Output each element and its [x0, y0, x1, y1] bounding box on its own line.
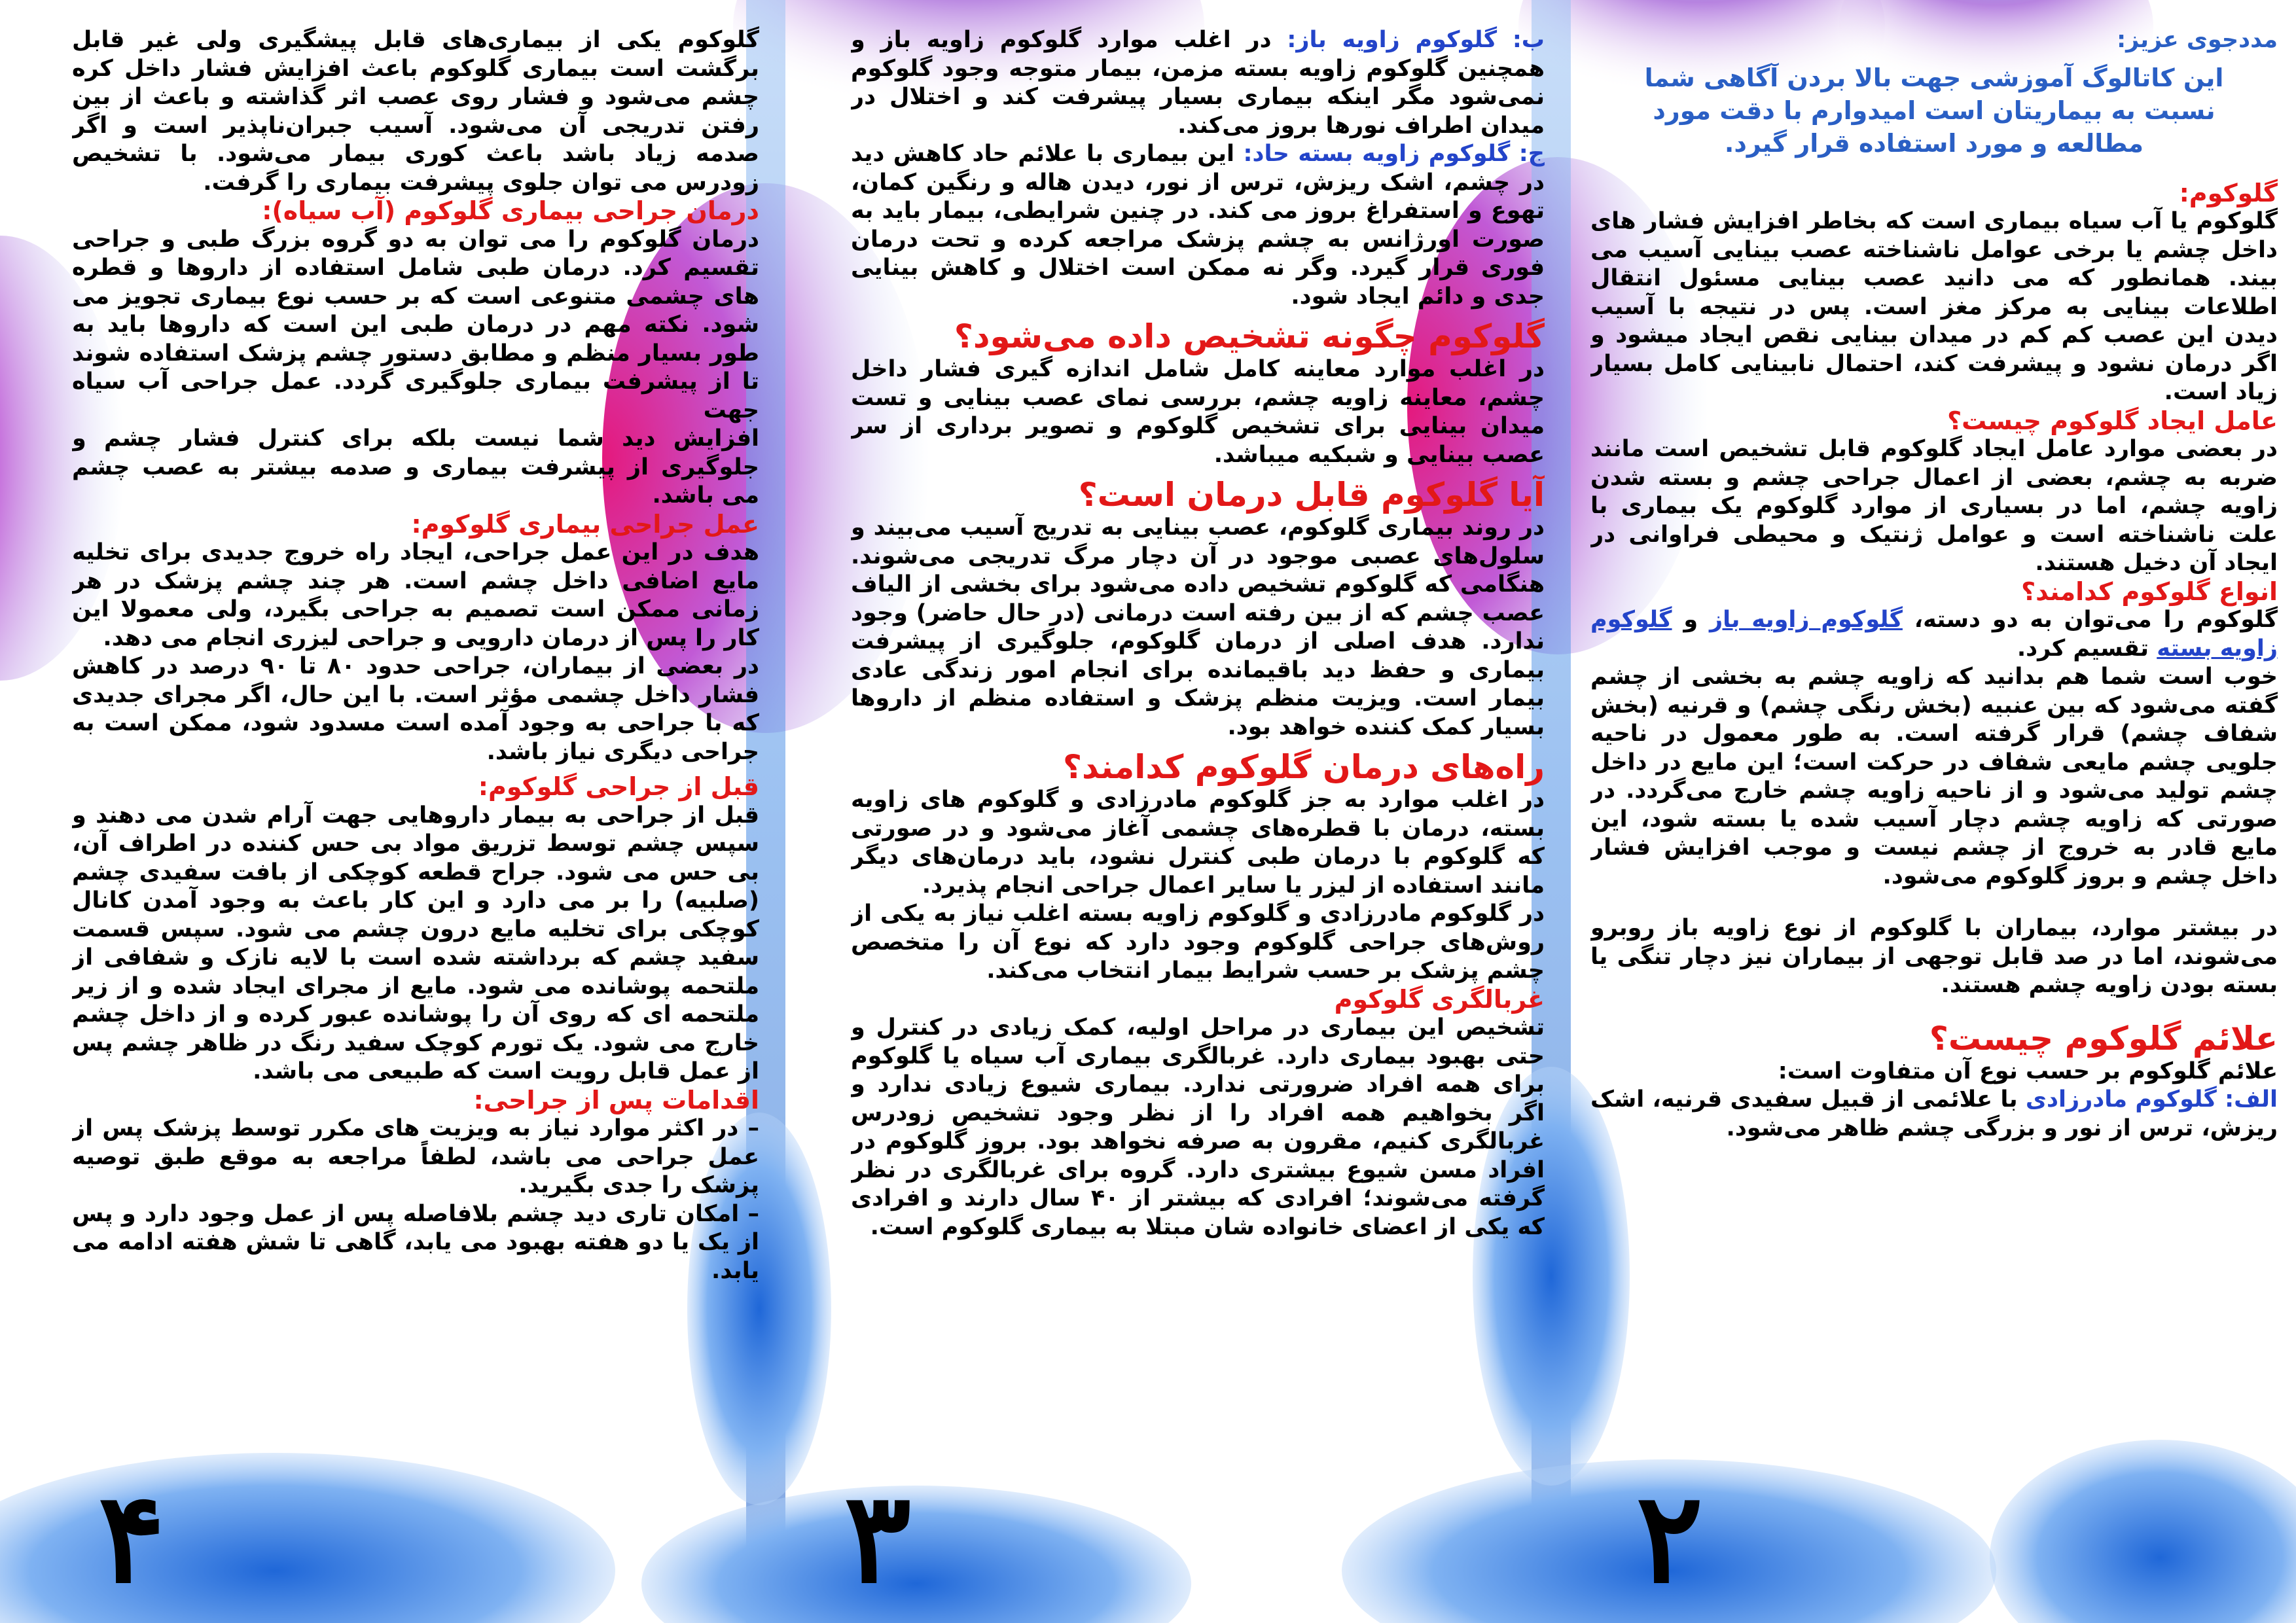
- page4-intro: گلوکوم یکی از بیماری‌های قابل پیشگیری ولی غیر قابل برگشت است بیماری گلوکوم باعث افزایش فشار داخل کره چشم می‌شود و فشار روی عصب اثر گذاشته و باعث از بین رفتن تدریجی آن می‌شود. آسیب جبران‌ناپذیر است و اگر صدمه زیاد باشد باعث کوری بیمار می‌شود. با تشخیص زودرس می توان جلوی پیشرفت بیماری را گرفت.: [72, 27, 759, 196]
- page-number-3: ۳: [844, 1465, 912, 1611]
- open-angle-link[interactable]: گلوکوم زاویه باز: [1710, 607, 1903, 633]
- types-text: [1590, 606, 2278, 663]
- diagnosis-text: در اغلب موارد معاینه کامل شامل اندازه گیری فشار داخل چشم، معاینه زاویه چشم، بررسی نمای عصب بینایی و تست میدان بینایی برای تشخیص گلوکوم و تصویر برداری از سر عصب بینایی و شبکیه میباشد.: [851, 356, 1545, 468]
- most-cases-text: در بیشتر موارد، بیماران با گلوکوم از نوع زاویه باز روبرو می‌شوند، اما در صد قابل توجهی از بیماران نیز دچار تنگی یا بسته بودن زاویه چشم هستند.: [1590, 915, 2278, 998]
- congenital-text: با علائمی از قبیل سفیدی قرنیه، اشک ریزش، ترس از نور و بزرگی چشم ظاهر می‌شود.: [1590, 1086, 2278, 1141]
- after-surgery-heading: اقدامات پس از جراحی:: [473, 1085, 759, 1115]
- types-heading: انواع گلوکوم کدامند؟: [2021, 577, 2278, 606]
- surgery-heading: درمان جراحی بیماری گلوکوم (آب سیاه):: [262, 196, 759, 225]
- curable-heading: آیا گلوکوم قابل درمان است؟: [1078, 476, 1545, 514]
- treatment-text: در اغلب موارد به جز گلوکوم مادرزادی و گلوکوم های زاویه بسته، درمان با قطره‌های چشمی آغاز می‌شود و در صورتی که گلوکوم با درمان طبی کنترل نشود، باید درمان‌های دیگر مانند استفاده از لیزر یا سایر اعمال جراحی انجام پذیرد.: [851, 787, 1545, 899]
- open-angle-label: ب: گلوکوم زاویه باز:: [1287, 27, 1545, 53]
- types-text-start: گلوکوم را می‌توان به دو دسته،: [1902, 607, 2278, 633]
- acute-label: ج: گلوکوم زاویه بسته حاد:: [1243, 141, 1545, 167]
- page-number-4: ۴: [98, 1465, 166, 1611]
- operation-text: هدف در این عمل جراحی، ایجاد راه خروج جدیدی برای تخلیه مایع اضافی داخل چشم است. هر چند چشم پزشک در هر زمانی ممکن است تصمیم به جراحی بگیرد، ولی معمولا این کار را پس از درمان دارویی و جراحی لیزری انجام می دهد.: [72, 539, 759, 651]
- screening-text: تشخیص این بیماری در مراحل اولیه، کمک زیادی در کنترل و حتی بهبود بیماری دارد. غربالگری بیماری آب سیاه یا گلوکوم برای همه افراد ضرورتی ندارد. بیماری شیوع زیادی ندارد و اگر بخواهیم همه افراد را از نظر وجود تشخیص زودرس غربالگری کنیم، مقرون به صرفه نخواهد بود. بروز گلوکوم در افراد مسن شیوع بیشتری دارد. گروه برای غربالگری در نظر گرفته می‌شوند؛ افرادی که بیشتر از ۴۰ سال دارند و افرادی که یکی از اعضای خانواده شان مبتلا به بیماری گلوکوم است.: [851, 1014, 1545, 1240]
- after-surgery-item-1: – در اکثر موارد نیاز به ویزیت های مکرر توسط پزشک پس از عمل جراحی می باشد، لطفاً مراجعه به موقع طبق توصیه پزشک را جدی بگیرید.: [72, 1115, 759, 1198]
- acute-text: این بیماری با علائم حاد کاهش دید در چشم، اشک ریزش، ترس از نور، دیدن هاله و رنگین کمان، تهوع و استفراغ بروز می کند. در چنین شرایطی، بیمار باید به صورت اورژانس به چشم پزشک مراجعه کرده و تحت درمان فوری قرار گیرد. وگر نه ممکن است اختلال و کاهش بینایی جدی و دائم ایجاد شود.: [851, 141, 1545, 310]
- screening-heading: غربالگری گلوکوم: [1334, 984, 1545, 1014]
- congenital-treatment-text: در گلوکوم مادرزادی و گلوکوم زاویه بسته اغلب نیاز به یکی از روش‌های جراحی گلوکوم وجود دارد که نوع آن را متخصص چشم پزشک بر حسب شرایط بیمار انتخاب می‌کند.: [851, 901, 1545, 984]
- page-3-panel: [851, 26, 1545, 1584]
- acute-closed-symptoms: [851, 140, 1545, 311]
- congenital-label: الف: گلوکوم مادرزادی: [2025, 1086, 2278, 1113]
- congenital-symptoms: [1590, 1086, 2278, 1143]
- before-surgery-heading: قبل از جراحی گلوکوم:: [478, 772, 759, 801]
- page-2-panel: [1590, 26, 2278, 1584]
- surgery-text-2: افزایش دید شما نیست بلکه برای کنترل فشار چشم و جلوگیری از پیشرفت بیماری و صدمه بیشتر به عصب چشم می باشد.: [72, 425, 759, 508]
- glaucoma-heading: گلوکوم:: [2179, 178, 2278, 207]
- diagnosis-heading: گلوکوم چگونه تشخیص داده می‌شود؟: [954, 317, 1545, 355]
- surgery-text: درمان گلوکوم را می توان به دو گروه بزرگ طبی و جراحی تقسیم کرد. درمان طبی شامل استفاده از داروها و قطره های چشمی متنوعی است که بر حسب نوع بیماری تجویز می شود. نکته مهم در درمان طبی این است که داروها باید به طور بسیار منظم و مطابق دستور چشم پزشک استفاده شوند تا از پیشرفت بیماری جلوگیری گردد. عمل جراحی آب سیاه جهت: [72, 226, 759, 423]
- operation-text-2: در بعضی از بیماران، جراحی حدود ۸۰ تا ۹۰ درصد در کاهش فشار داخل چشمی مؤثر است. با این حال، اگر مجرای جدیدی که با جراحی به وجود آمده است مسدود شود، ممکن است به جراحی دیگری نیاز باشد.: [72, 653, 759, 765]
- types-and: و: [1672, 607, 1710, 633]
- after-surgery-item-2: – امکان تاری دید چشم بلافاصله پس از عمل وجود دارد و پس از یک یا دو هفته بهبود می یابد، گاهی تا شش هفته ادامه می یابد.: [72, 1200, 759, 1284]
- cause-text: در بعضی موارد عامل ایجاد گلوکوم قابل تشخیص است مانند ضربه به چشم، بعضی از اعمال جراحی چشم و بسته شدن زاویه چشم، اما در بسیاری از موارد گلوکوم یک بیماری با علت ناشناخته است و عوامل ژنتیک و محیطی فراوانی در ایجاد آن دخیل هستند.: [1590, 436, 2278, 576]
- page-4-panel: [72, 26, 759, 1584]
- glaucoma-definition: گلوکوم یا آب سیاه بیماری است که بخاطر افزایش فشار های داخل چشم یا برخی عوامل ناشناخته عصب بینایی آسیب می بیند. همانطور که می دانید عصب بینایی مسئول انتقال اطلاعات بینایی به مرکز مغز است. پس در نتیجه با آسیب دیدن این عصب کم کم در میدان بینایی نقص ایجاد میشود و اگر درمان نشود و پیشرفت کند، احتمال نابینایی کامل بسیار زیاد است.: [1590, 208, 2278, 405]
- operation-heading: عمل جراحی بیماری گلوکوم:: [411, 509, 759, 539]
- symptoms-heading: علائم گلوکوم چیست؟: [1929, 1019, 2278, 1058]
- angle-explanation: خوب است شما هم بدانید که زاویه چشم به بخشی از چشم گفته می‌شود که بین عنبیه (بخش رنگی چشم) و قرنیه (بخش شفاف چشم) قرار گرفته است. به طور معمول در ناحیه جلویی چشم مایعی شفاف در حرکت است؛ این مایع در داخل چشم تولید می‌شود و از ناحیه زاویه چشم خارج می‌گردد. در صورتی که زاویه چشم دچار آسیب شده یا بسته شود، این مایع قادر به خروج از چشم نیست و موجب افزایش فشار داخل چشم و بروز گلوکوم می‌شود.: [1590, 664, 2278, 889]
- greeting: مددجوی عزیز:: [2117, 27, 2278, 53]
- open-angle-symptoms: [851, 26, 1545, 140]
- symptoms-intro: علائم گلوکوم بر حسب نوع آن متفاوت است:: [1778, 1058, 2278, 1084]
- open-angle-text: در اغلب موارد گلوکوم زاویه باز و همچنین گلوکوم زاویه بسته مزمن، بیمار متوجه وجود گلوکوم نمی‌شود مگر اینکه بیماری بسیار پیشرفت کند و اختلال در میدان اطراف نورها بروز می‌کند.: [851, 27, 1545, 139]
- intro-message: این کاتالوگ آموزشی جهت بالا بردن آگاهی شما نسبت به بیماریتان است امیدوارم با دقت مورد مطالعه و مورد استفاده قرار گیرد.: [1644, 63, 2224, 158]
- before-surgery-text: قبل از جراحی به بیمار داروهایی جهت آرام شدن می دهند و سپس چشم توسط تزریق مواد بی حس کننده در اطراف آن، بی حس می شود. جراح قطعه کوچکی از بافت سفیدی چشم (صلبیه) را بر می دارد و این کار باعث به وجود آمدن کانال کوچکی برای تخلیه مایع درون چشم می شود. سپس قسمت سفید چشم که برداشته شده است با لایه نازک و شفافی از ملتحمه پوشانده می شود. مایع از مجرای ایجاد شده و از زیر ملتحمه ای که روی آن را پوشانده عبور کرده و از داخل چشم خارج می شود. یک تورم کوچک سفید رنگ در ظاهر چشم پس از عمل قابل رویت است که طبیعی می باشد.: [72, 802, 759, 1084]
- cause-heading: عامل ایجاد گلوکوم چیست؟: [1947, 406, 2278, 435]
- treatment-heading: راه‌های درمان گلوکوم کدامند؟: [1062, 748, 1545, 786]
- page-number-2: ۲: [1636, 1465, 1704, 1611]
- types-text-end: تقسیم کرد.: [2017, 635, 2157, 662]
- closed-angle-link[interactable]: گلوکوم زاویه بسته: [1590, 607, 2278, 662]
- curable-text: در روند بیماری گلوکوم، عصب بینایی به تدریج آسیب می‌بیند و سلول‌های عصبی موجود در آن دچار مرگ تدریجی می‌شوند. هنگامی که گلوکوم تشخیص داده می‌شود برای بخشی از الیاف عصب چشم که از بین رفته است درمانی (در حال حاضر) وجود ندارد. هدف اصلی از درمان گلوکوم، جلوگیری از پیشرفت بیماری و حفظ دید باقیمانده برای انجام امور زندگی عادی بیمار است. ویزیت منظم پزشک و استفاده منظم از داروها بسیار کمک کننده خواهد بود.: [851, 514, 1545, 740]
